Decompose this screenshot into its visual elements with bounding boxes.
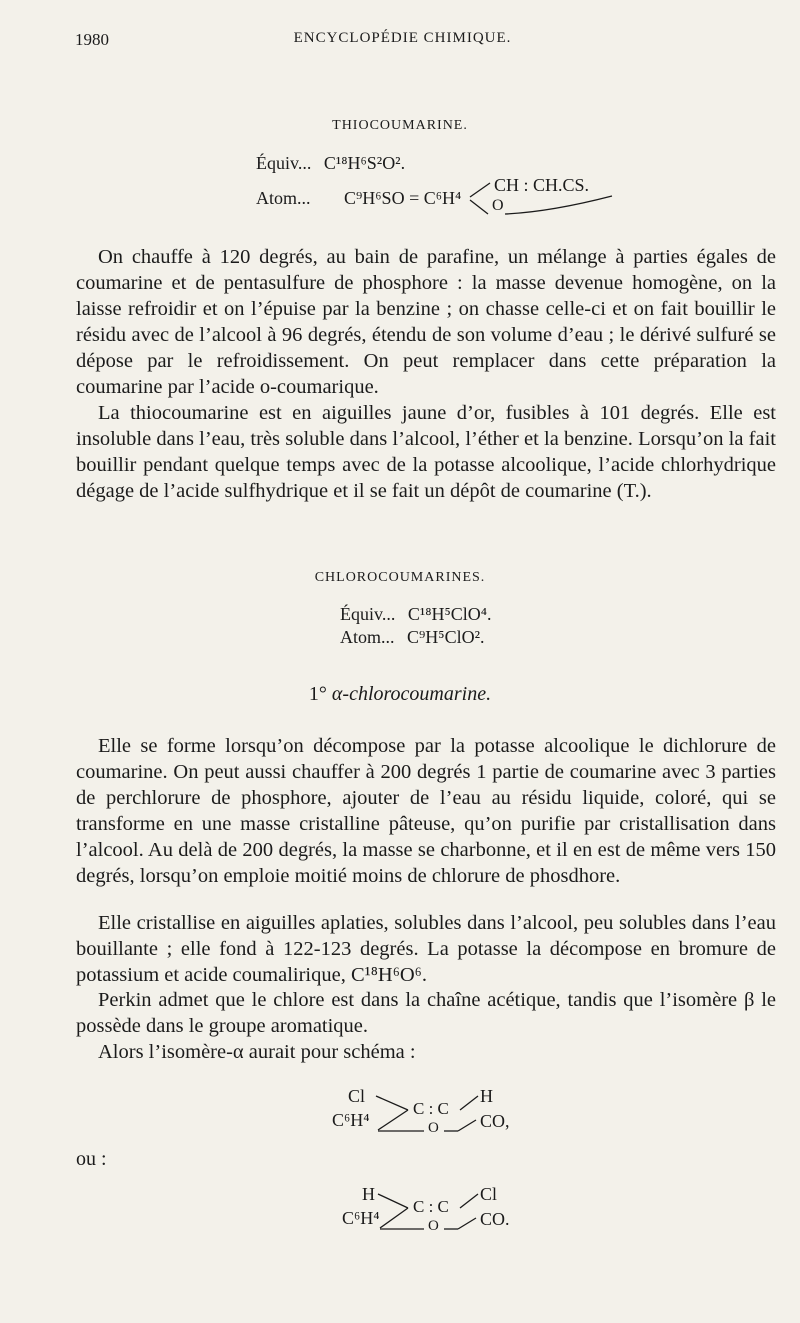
thio-atom-label: Atom... — [256, 188, 311, 208]
thio-paragraph-2: La thiocoumarine est en aiguilles jaune d’or, fusibles à 101 degrés. Elle est insoluble dans l’eau, très soluble dans l’alcool, l’éther et la benzine. Lorsqu’on la fait bouillir pendant quelque temps avec de la potasse alcoolique, l’acide chlorhydrique dégage de l’acide sulfhydrique et il se fait un dépôt de coumarine (T.). — [76, 402, 776, 502]
thio-atom-branch-bottom: O — [492, 197, 504, 214]
scheme1-left: C⁶H⁴ — [332, 1110, 370, 1130]
section-title-thiocoumarine: THIOCOUMARINE. — [332, 118, 468, 133]
chloro-paragraph-1: Elle se forme lorsqu’on décompose par la potasse alcoolique le dichlorure de coumarine. On peut aussi chauffer à 200 degrés 1 partie de coumarine avec 3 parties de perchlorure de phosphore, ajouter de l’eau au résidu liquide, coloré, qui se transforme en une masse cristalline pâteuse, qu’on purifie par cristallisation dans l’alcool. Au delà de 200 degrés, la masse se charbonne, et il en est de même vers 150 degrés, lorsqu’on emploie moitié moins de chlorure de phosdhore. — [76, 735, 776, 887]
scheme2-top-right: Cl — [480, 1184, 498, 1204]
scheme2-bottom: O — [428, 1218, 439, 1234]
subheading-number: 1° — [308, 683, 327, 705]
chloro-paragraph-2: Elle cristallise en aiguilles aplaties, solubles dans l’alcool, peu solubles dans l’eau bouillante ; elle fond à 122-123 degrés. La potasse la décompose en bromure de potassium et acide coumalirique, C¹⁸H⁶O⁶. — [76, 912, 776, 986]
thio-atom-formula-left: C⁹H⁶SO = C⁶H⁴ — [344, 188, 462, 208]
chloro-equiv-label: Équiv... — [340, 604, 396, 624]
scheme1-right: CO, — [480, 1111, 510, 1131]
running-title: ENCYCLOPÉDIE CHIMIQUE. — [293, 30, 512, 46]
or-label: ou : — [76, 1148, 107, 1170]
thio-atom-branch-top: CH : CH.CS. — [494, 175, 590, 195]
scheme1-top-left: Cl — [348, 1086, 366, 1106]
scheme2-center: C : C — [413, 1197, 449, 1216]
page-number: 1980 — [75, 30, 109, 49]
scheme2-top-left: H — [362, 1184, 375, 1204]
scheme1-bottom: O — [428, 1120, 439, 1136]
chloro-equiv-formula: C¹⁸H⁵ClO⁴. — [407, 604, 492, 624]
scheme2-right: CO. — [480, 1209, 510, 1229]
chloro-atom-label: Atom... — [340, 627, 395, 647]
scheme1-center: C : C — [413, 1099, 449, 1118]
chloro-atom-formula: C⁹H⁵ClO². — [407, 627, 485, 647]
thio-equiv-formula: C¹⁸H⁶S²O². — [323, 153, 406, 173]
thio-paragraph-1: On chauffe à 120 degrés, au bain de parafine, un mélange à parties égales de coumarine et de pentasulfure de phosphore : la masse devenue homogène, on la laisse refroidir et on l’épuise par la benzine ; on chasse celle-ci et on fait bouillir le résidu avec de l’alcool à 96 degrés, étendu de son volume d’eau ; le dérivé sulfuré se dépose par le refroidissement. On peut remplacer dans cette préparation la coumarine par l’acide o-coumarique. — [76, 246, 776, 398]
chloro-paragraph-4: Alors l’isomère-α aurait pour schéma : — [98, 1041, 416, 1063]
subheading-name: α-chlorocoumarine. — [331, 683, 492, 705]
thio-equiv-label: Équiv... — [256, 153, 312, 173]
section-title-chlorocoumarines: CHLOROCOUMARINES. — [314, 570, 486, 585]
scheme1-top-right: H — [480, 1086, 493, 1106]
scheme2-left: C⁶H⁴ — [342, 1208, 380, 1228]
chloro-paragraph-3: Perkin admet que le chlore est dans la chaîne acétique, tandis que l’isomère β le possède dans le groupe aromatique. — [76, 989, 776, 1037]
